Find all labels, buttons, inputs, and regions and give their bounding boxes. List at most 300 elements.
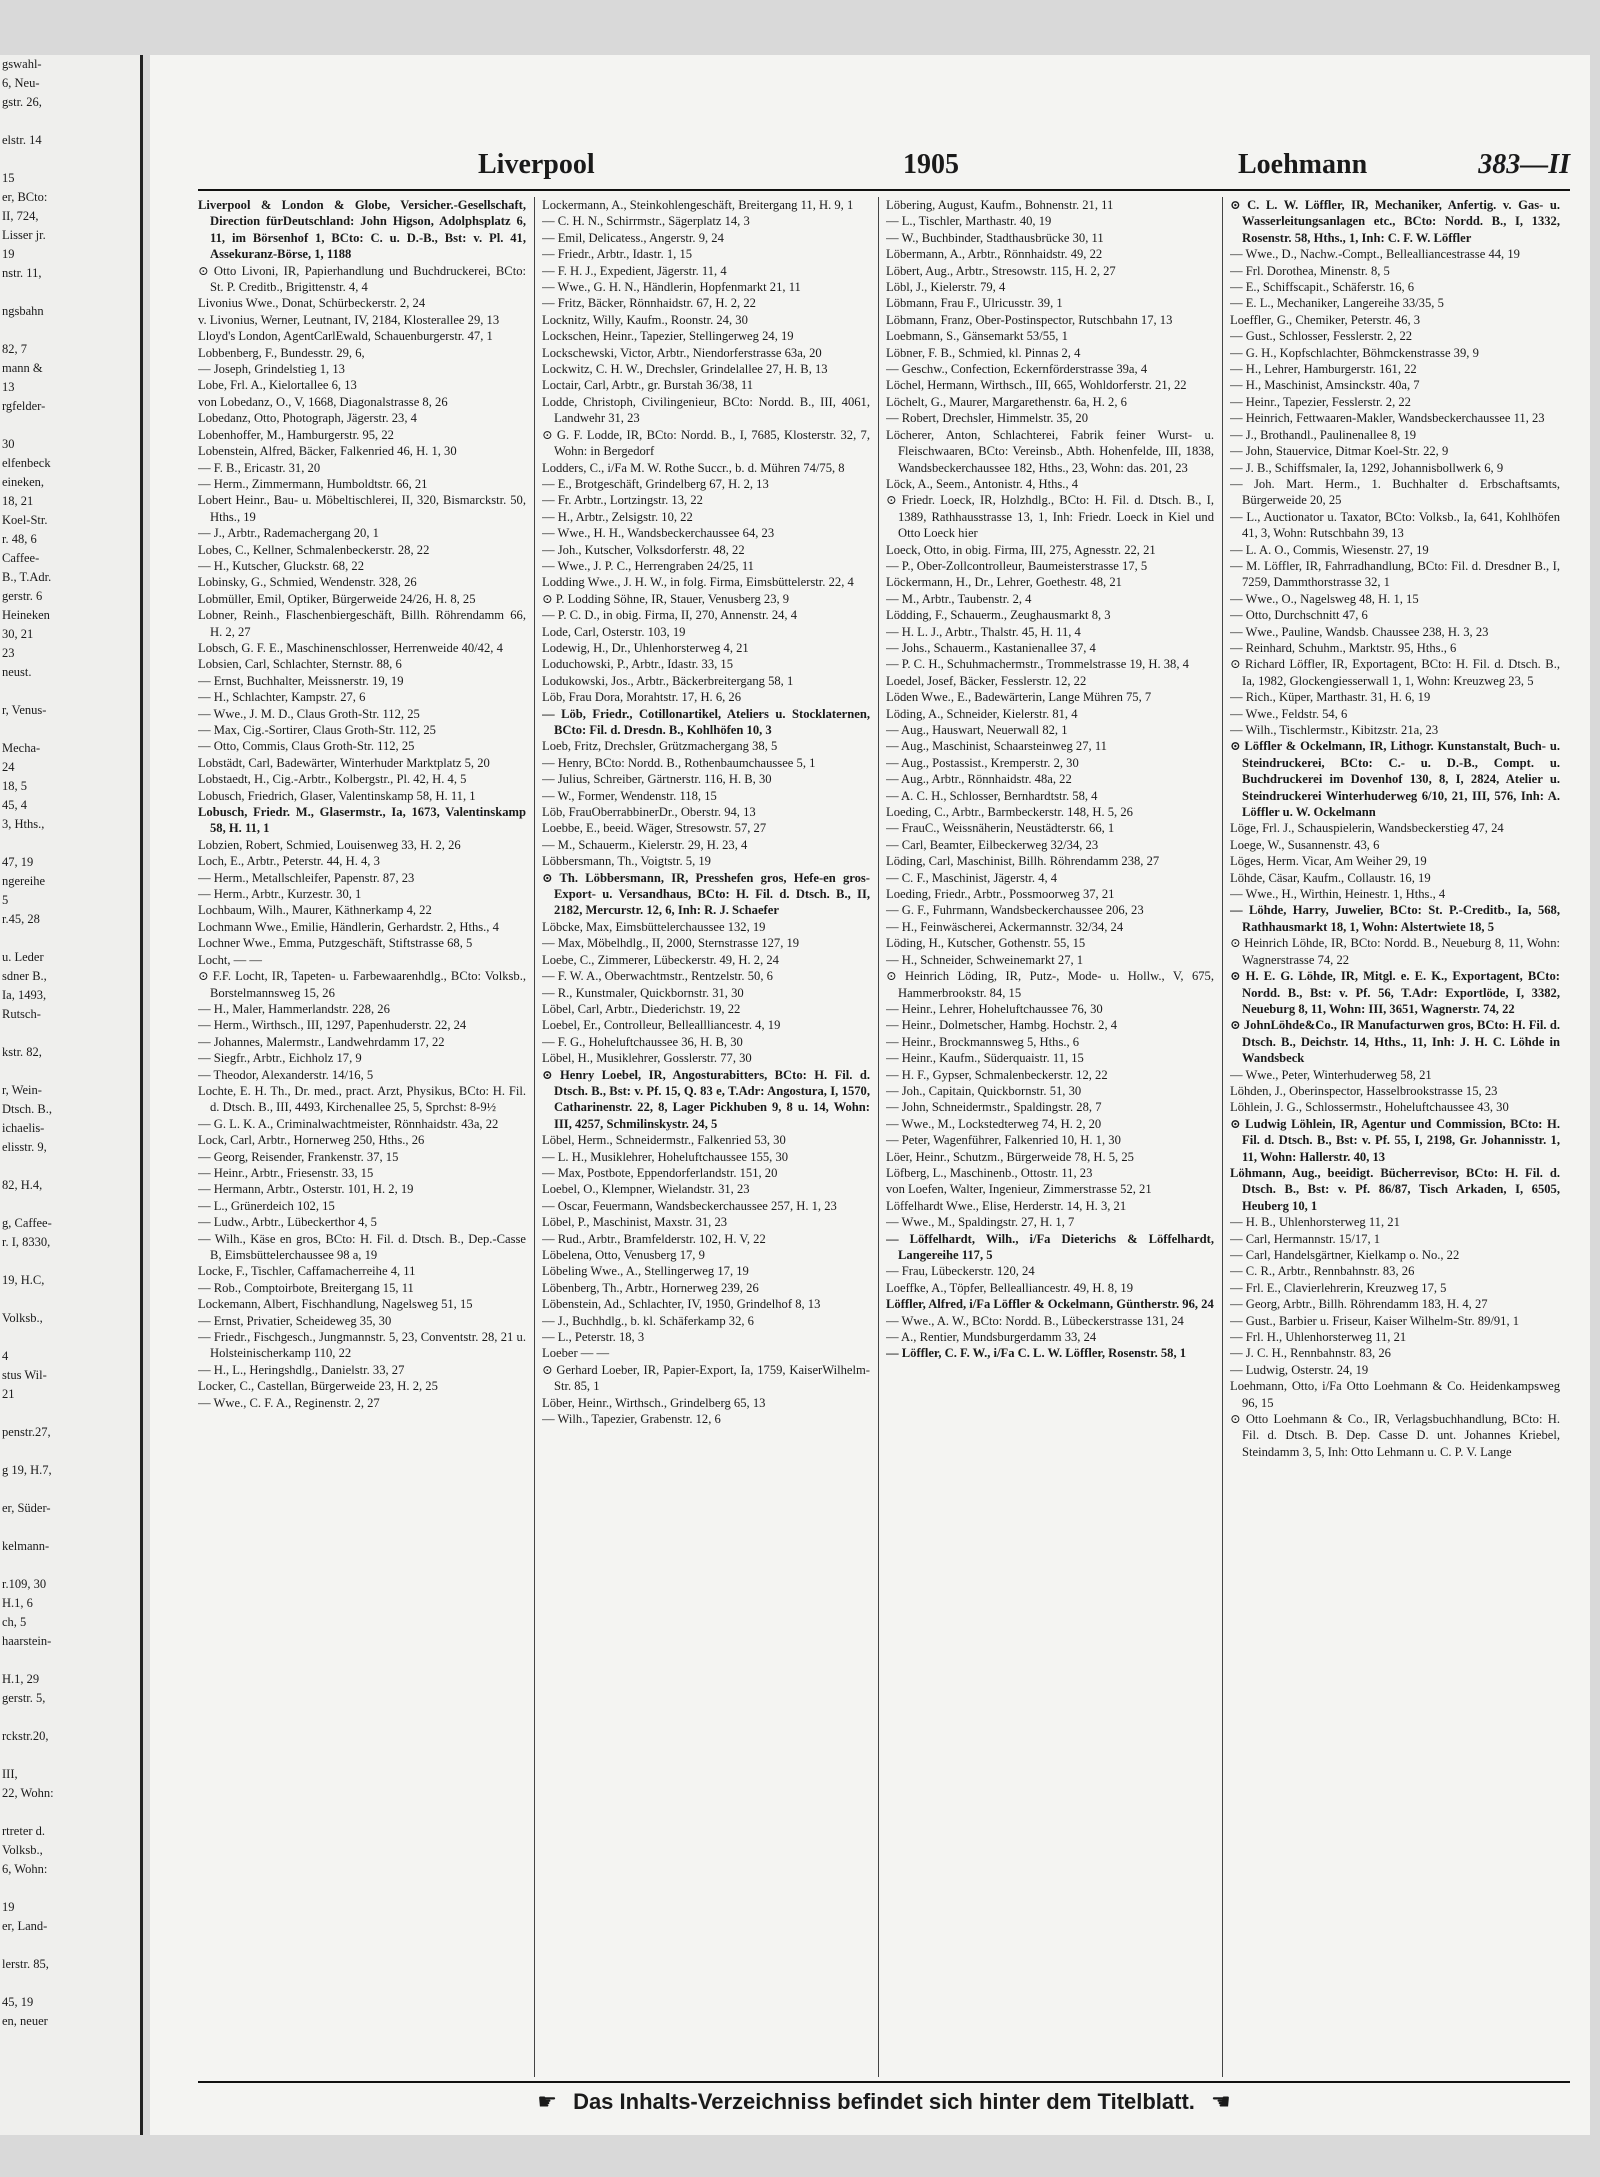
directory-entry: Löbcke, Max, Eimsbüttelerchaussee 132, 19 — [542, 919, 766, 934]
directory-entry: Lock, Carl, Arbtr., Hornerweg 250, Hths., 26 — [198, 1133, 425, 1148]
directory-entry: — H., Lehrer, Hamburgerstr. 161, 22 — [1230, 362, 1417, 377]
left-fragment-line: 82, 7 — [2, 342, 27, 356]
directory-entry: — Frau, Lübeckerstr. 120, 24 — [886, 1264, 1035, 1279]
directory-entry: — Julius, Schreiber, Gärtnerstr. 116, H. B, 30 — [542, 772, 772, 787]
directory-entry: ⊙ JohnLöhde&Co., IR Manufacturwen gros, BCto: H. Fil. d. Dtsch. B., Deichstr. 14, Hths., 11, Inh: J. H. C. Löhde in Wandsbeck — [1230, 1018, 1560, 1066]
directory-entry: ⊙ Friedr. Loeck, IR, Holzhdlg., BCto: H. Fil. d. Dtsch. B., I, 1389, Rathhausstrasse 13, 1, Inh: Friedr. Loeck in Kiel und Otto Loeck hier — [886, 493, 1214, 541]
directory-entry: Lochner Wwe., Emma, Putzgeschäft, Stiftstrasse 68, 5 — [198, 936, 473, 951]
directory-entry: — J., Arbtr., Rademachergang 20, 1 — [198, 526, 379, 541]
directory-entry: — M. Löffler, IR, Fahrradhandlung, BCto: Fil. d. Dresdner B., I, 7259, Dammthorstrasse 32, 1 — [1230, 558, 1560, 590]
directory-entry: Locker, C., Castellan, Bürgerweide 23, H. 2, 25 — [198, 1379, 438, 1394]
directory-entry: — G. H., Kopfschlachter, Böhmckenstrasse 39, 9 — [1230, 345, 1479, 360]
directory-entry: Löbermann, A., Arbtr., Rönnhaidstr. 49, 22 — [886, 247, 1103, 262]
left-fragment-line — [0, 321, 140, 340]
directory-entry: — Herm., Zimmermann, Humboldtstr. 66, 21 — [198, 476, 428, 491]
directory-entry: — FrauC., Weissnäherin, Neustädterstr. 66, 1 — [886, 821, 1115, 836]
left-fragment-line: 6, Wohn: — [2, 1862, 48, 1876]
directory-entry: — John, Schneidermstr., Spaldingstr. 28, 7 — [886, 1100, 1102, 1115]
directory-entry: Loduchowski, P., Arbtr., Idastr. 33, 15 — [542, 657, 734, 672]
directory-entry: — Max, Postbote, Eppendorferlandstr. 151, 20 — [542, 1165, 778, 1180]
left-fragment-line: Dtsch. B., — [2, 1102, 52, 1116]
directory-entry: — Heinr., Dolmetscher, Hambg. Hochstr. 2, 4 — [886, 1018, 1118, 1033]
left-fragment-line: Heineken — [2, 608, 50, 622]
directory-entry: ⊙ Otto Loehmann & Co., IR, Verlagsbuchhandlung, BCto: H. Fil. d. Dtsch. B. Dep. Casse D. unt. Johannes Kriebel, Steindamm 3, 5, Inh: Otto Lehmann u. C. P. V. Lange — [1230, 1412, 1560, 1459]
left-fragment-line: neust. — [2, 665, 32, 679]
column-rule — [878, 197, 879, 2077]
directory-entry: — G. F., Fuhrmann, Wandsbeckerchaussee 206, 23 — [886, 903, 1144, 918]
left-fragment-line: 19 — [2, 247, 15, 261]
directory-entry: — H. B., Uhlenhorsterweg 11, 21 — [1230, 1215, 1400, 1230]
directory-entry: — H., L., Heringshdlg., Danielstr. 33, 27 — [198, 1362, 405, 1377]
directory-entry: — Gust., Schlosser, Fesslerstr. 2, 22 — [1230, 329, 1413, 344]
left-fragment-line: 24 — [2, 760, 15, 774]
directory-entry: — Aug., Maschinist, Schaarsteinweg 27, 11 — [886, 739, 1107, 754]
directory-entry: — Ernst, Buchhalter, Meissnerstr. 19, 19 — [198, 673, 404, 688]
directory-entry: Löding, Carl, Maschinist, Billh. Röhrendamm 238, 27 — [886, 854, 1160, 869]
directory-entry: — Joseph, Grindelstieg 1, 13 — [198, 362, 345, 377]
pointing-hand-icon: ☚ — [1211, 2089, 1231, 2114]
directory-entry: Lodewig, H., Dr., Uhlenhorsterweg 4, 21 — [542, 640, 749, 655]
directory-entry: Loege, W., Susannenstr. 43, 6 — [1230, 837, 1380, 852]
directory-entry: — Heinr., Lehrer, Hoheluftchaussee 76, 30 — [886, 1001, 1103, 1016]
directory-entry: — Peter, Wagenführer, Falkenried 10, H. 1, 30 — [886, 1133, 1121, 1148]
left-fragment-line — [0, 1879, 140, 1898]
left-fragment-line — [0, 1936, 140, 1955]
directory-entry: Lobbenberg, F., Bundesstr. 29, 6, — [198, 345, 365, 360]
directory-entry: — H., Schneider, Schweinemarkt 27, 1 — [886, 952, 1084, 967]
directory-entry: — A. C. H., Schlosser, Bernhardtstr. 58, 4 — [886, 788, 1098, 803]
directory-entry: — Wwe., H., Wirthin, Heinestr. 1, Hths., 4 — [1230, 887, 1446, 902]
left-fragment-line: r.45, 28 — [2, 912, 40, 926]
left-fragment-line: kstr. 82, — [2, 1045, 42, 1059]
directory-entry: — Wwe., Peter, Winterhuderweg 58, 21 — [1230, 1067, 1432, 1082]
directory-entry: Loctair, Carl, Arbtr., gr. Burstah 36/38, 11 — [542, 378, 753, 393]
left-fragment-line — [0, 1157, 140, 1176]
left-fragment-line — [0, 1480, 140, 1499]
directory-entry: — Heinr., Kaufm., Süderquaistr. 11, 15 — [886, 1051, 1084, 1066]
left-fragment-line: 15 — [2, 171, 15, 185]
directory-entry: Lobstädt, Carl, Badewärter, Winterhuder Marktplatz 5, 20 — [198, 755, 490, 770]
page-number: 383—II — [1478, 149, 1570, 180]
left-fragment-line: Ia, 1493, — [2, 988, 47, 1002]
directory-entry: — Wwe., D., Nachw.-Compt., Bellealliancestrasse 44, 19 — [1230, 247, 1520, 262]
directory-entry: — Aug., Postassist., Kremperstr. 2, 30 — [886, 755, 1079, 770]
left-fragment-line — [0, 1556, 140, 1575]
left-fragment-line: er, Land- — [2, 1919, 48, 1933]
directory-entry: Löbenberg, Th., Arbtr., Hornerweg 239, 26 — [542, 1280, 759, 1295]
left-fragment-line: 82, H.4, — [2, 1178, 43, 1192]
directory-entry: — L., Tischler, Marthastr. 40, 19 — [886, 214, 1052, 229]
directory-entry: Löber, Heinr., Wirthsch., Grindelberg 65, 13 — [542, 1395, 766, 1410]
directory-entry: v. Livonius, Werner, Leutnant, IV, 2184, Klosterallee 29, 13 — [198, 312, 500, 327]
directory-entry: — Georg, Arbtr., Billh. Röhrendamm 183, H. 4, 27 — [1230, 1297, 1488, 1312]
directory-entry: — L. H., Musiklehrer, Hoheluftchaussee 155, 30 — [542, 1149, 789, 1164]
left-fragment-line — [0, 1062, 140, 1081]
directory-entry: — Fr. Arbtr., Lortzingstr. 13, 22 — [542, 493, 703, 508]
directory-entry: — Frl. H., Uhlenhorsterweg 11, 21 — [1230, 1330, 1407, 1345]
left-fragment-line: gerstr. 6 — [2, 589, 43, 603]
directory-entry: — Siegfr., Arbtr., Eichholz 17, 9 — [198, 1051, 362, 1066]
directory-entry: — Henry, BCto: Nordd. B., Rothenbaumchaussee 5, 1 — [542, 755, 816, 770]
directory-entry: Lobert Heinr., Bau- u. Möbeltischlerei, II, 320, Bismarckstr. 50, Hths., 19 — [198, 493, 526, 524]
directory-entry: — Theodor, Alexanderstr. 14/16, 5 — [198, 1067, 374, 1082]
left-fragment-line: rckstr.20, — [2, 1729, 49, 1743]
directory-entry: Loedel, Josef, Bäcker, Fesslerstr. 12, 22 — [886, 673, 1087, 688]
left-fragment-line: r, Wein- — [2, 1083, 42, 1097]
left-fragment-line: nstr. 11, — [2, 266, 42, 280]
left-fragment-line: 18, 21 — [2, 494, 34, 508]
directory-entry: ⊙ C. L. W. Löffler, IR, Mechaniker, Anfertig. v. Gas- u. Wasserleitungsanlagen etc., BCto: Nordd. B., I, 1332, Rosenstr. 58, Hths., 1, Inh: C. F. W. Löffler — [1230, 198, 1560, 245]
directory-entry: ⊙ Henry Loebel, IR, Angosturabitters, BCto: H. Fil. d. Dtsch. B., Bst: v. Pf. 15, Q. 83 e, T.Adr: Angostura, I, 1570, Catharinenstr. 22, 8, Lager Pickhuben 9, 8 u. 14, Wohn: III, 4257, Schmilinskystr. 24, 5 — [542, 1067, 870, 1131]
left-fragment-line: er, BCto: — [2, 190, 48, 204]
directory-entry: — Johannes, Malermstr., Landwehrdamm 17, 22 — [198, 1034, 445, 1049]
directory-entry: Locknitz, Willy, Kaufm., Roonstr. 24, 30 — [542, 312, 748, 327]
left-fragment-line: gswahl- — [2, 57, 42, 71]
directory-entry: Löbel, H., Musiklehrer, Gosslerstr. 77, 30 — [542, 1051, 752, 1066]
directory-entry: — L., Grünerdeich 102, 15 — [198, 1198, 335, 1213]
directory-entry: Lodukowski, Jos., Arbtr., Bäckerbreitergang 58, 1 — [542, 673, 794, 688]
directory-entry: — F. W. A., Oberwachtmstr., Rentzelstr. 50, 6 — [542, 969, 773, 984]
directory-entry: Loebel, O., Klempner, Wielandstr. 31, 23 — [542, 1182, 750, 1197]
left-fragment-line: 45, 4 — [2, 798, 27, 812]
directory-entry: Loehmann, Otto, i/Fa Otto Loehmann & Co. Heidenkampsweg 96, 15 — [1230, 1379, 1560, 1410]
directory-entry: Lobsch, G. F. E., Maschinenschlosser, Herrenweide 40/42, 4 — [198, 640, 503, 655]
directory-entry: Löding, H., Kutscher, Gothenstr. 55, 15 — [886, 936, 1086, 951]
left-fragment-line: Volksb., — [2, 1311, 43, 1325]
directory-entry: Lockemann, Albert, Fischhandlung, Nagelsweg 51, 15 — [198, 1297, 473, 1312]
directory-entry: — E., Brotgeschäft, Grindelberg 67, H. 2, 13 — [542, 476, 769, 491]
directory-entry: Löb, FrauOberrabbinerDr., Oberstr. 94, 13 — [542, 805, 756, 820]
directory-entry: Löfberg, L., Maschinenb., Ottostr. 11, 23 — [886, 1165, 1093, 1180]
directory-entry: ⊙ Löffler & Ockelmann, IR, Lithogr. Kunstanstalt, Buch- u. Steindruckerei, BCto: C.- u. D.-B., Compt. u. Buchdruckerei im Dovenhof 130, 8, I, 2824, Atelier u. Steindruckerei Winterhuderweg 6/10, 21, III, 576, Inh: A. Löffler u. W. Ockelmann — [1230, 739, 1560, 820]
directory-entry: Locke, F., Tischler, Caffamacherreihe 4, 11 — [198, 1264, 416, 1279]
left-fragment-line — [0, 112, 140, 131]
directory-entry: — Aug., Hauswart, Neuerwall 82, 1 — [886, 723, 1068, 737]
left-fragment-line: 45, 19 — [2, 1995, 34, 2009]
directory-entry: — Georg, Reisender, Frankenstr. 37, 15 — [198, 1149, 399, 1164]
directory-entry: Loeffke, A., Töpfer, Bellealliancestr. 49, H. 8, 19 — [886, 1280, 1133, 1295]
directory-entry: — Löhde, Harry, Juwelier, BCto: St. P.-Creditb., Ia, 568, Rathhausmarkt 18, 1, Wohn: Alstertwiete 18, 5 — [1230, 903, 1560, 934]
directory-entry: Loebel, Er., Controlleur, Belleallliancestr. 4, 19 — [542, 1018, 781, 1033]
left-fragment-line: Koel-Str. — [2, 513, 48, 527]
directory-entry: — Wwe., Feldstr. 54, 6 — [1230, 706, 1348, 721]
directory-entry: — Carl, Hermannstr. 15/17, 1 — [1230, 1231, 1381, 1246]
directory-entry: Lode, Carl, Osterstr. 103, 19 — [542, 624, 686, 639]
directory-entry: Lobes, C., Kellner, Schmalenbeckerstr. 28, 22 — [198, 542, 430, 557]
directory-entry: — J., Buchhdlg., b. kl. Schäferkamp 32, 6 — [542, 1313, 754, 1328]
left-fragment-line: 23 — [2, 646, 15, 660]
directory-entry: — Oscar, Feuermann, Wandsbeckerchaussee 257, H. 1, 23 — [542, 1198, 837, 1213]
directory-entry: von Loefen, Walter, Ingenieur, Zimmerstrasse 52, 21 — [886, 1182, 1152, 1197]
directory-entry: Löbl, J., Kielerstr. 79, 4 — [886, 280, 1006, 295]
left-fragment-line: 19 — [2, 1900, 15, 1914]
directory-entry: — Heinrich, Fettwaaren-Makler, Wandsbeckerchaussee 11, 23 — [1230, 411, 1545, 426]
left-fragment-line: 47, 19 — [2, 855, 34, 869]
directory-entry: — C. F., Maschinist, Jägerstr. 4, 4 — [886, 870, 1058, 885]
directory-entry: — H., Maschinist, Amsinckstr. 40a, 7 — [1230, 378, 1420, 393]
directory-entry: ⊙ Heinrich Löhde, IR, BCto: Nordd. B., Neueburg 8, 11, Wohn: Wagnerstrasse 74, 22 — [1230, 936, 1560, 967]
directory-entry: Löbel, P., Maschinist, Maxstr. 31, 23 — [542, 1215, 728, 1230]
left-fragment-line — [0, 1195, 140, 1214]
directory-entry: — C. H. N., Schirrmstr., Sägerplatz 14, 3 — [542, 214, 750, 229]
column-rule — [534, 197, 535, 2077]
directory-entry: ⊙ H. E. G. Löhde, IR, Mitgl. e. E. K., Exportagent, BCto: Nordd. B., Bst: v. Pf. 56, T.Adr: Exportlöde, I, 3382, Neueburg 8, 11, Wohn: III, 3651, Wagnerstr. 74, 22 — [1230, 969, 1560, 1016]
footer-text: Das Inhalts-Verzeichniss befindet sich hinter dem Titelblatt. — [573, 2089, 1195, 2114]
directory-entry: — Carl, Handelsgärtner, Kielkamp o. No., 22 — [1230, 1248, 1460, 1262]
left-fragment-line: 18, 5 — [2, 779, 27, 793]
directory-entry: Löge, Frl. J., Schauspielerin, Wandsbeckerstieg 47, 24 — [1230, 821, 1504, 836]
left-fragment-line: gerstr. 5, — [2, 1691, 46, 1705]
directory-entry: — Wwe., J. M. D., Claus Groth-Str. 112, 25 — [198, 706, 420, 721]
directory-entry: Löbel, Herm., Schneidermstr., Falkenried 53, 30 — [542, 1133, 786, 1148]
directory-entry: Lobzien, Robert, Schmied, Louisenweg 33, H. 2, 26 — [198, 837, 461, 852]
directory-entry: Loeb, Fritz, Drechsler, Grützmachergang 38, 5 — [542, 739, 778, 754]
directory-entry: Loebbe, E., beeid. Wäger, Stresowstr. 57, 27 — [542, 821, 767, 836]
left-fragment-line: 30, 21 — [2, 627, 34, 641]
directory-entry: — Wilh., Tapezier, Grabenstr. 12, 6 — [542, 1412, 721, 1427]
left-fragment-line: 22, Wohn: — [2, 1786, 54, 1800]
directory-entry: — Joh., Capitain, Quickbornstr. 51, 30 — [886, 1083, 1082, 1098]
left-fragment-line: r, Venus- — [2, 703, 47, 717]
left-fragment-line — [0, 1803, 140, 1822]
directory-entry: Löcherer, Anton, Schlachterei, Fabrik feiner Wurst- u. Fleischwaaren, BCto: Vereinsb., Abth. Hohenfelde, III, 1838, Wandsbeckerchaussee 182, Hths., 23, Wohn: das. 201, 23 — [886, 427, 1214, 475]
directory-entry: Löffler, Alfred, i/Fa Löffler & Ockelmann, Güntherstr. 96, 24 — [886, 1297, 1214, 1312]
directory-entry: — P. C. H., Schuhmachermstr., Trommelstrasse 19, H. 38, 4 — [886, 657, 1189, 672]
left-fragment-line — [0, 283, 140, 302]
directory-entry: Lobe, Frl. A., Kielortallee 6, 13 — [198, 378, 357, 393]
directory-entry: — Löb, Friedr., Cotillonartikel, Ateliers u. Stocklaternen, BCto: Fil. d. Dresdn. B., Kohlhöfen 10, 3 — [542, 706, 870, 737]
left-fragment-line — [0, 416, 140, 435]
left-fragment-line: 4 — [2, 1349, 9, 1363]
directory-entry: — L. A. O., Commis, Wiesenstr. 27, 19 — [1230, 542, 1429, 557]
directory-entry: — Löffler, C. F. W., i/Fa C. L. W. Löffler, Rosenstr. 58, 1 — [886, 1346, 1187, 1361]
directory-entry: Loebmann, S., Gänsemarkt 53/55, 1 — [886, 329, 1068, 344]
directory-entry: Loeber — — — [542, 1346, 610, 1361]
directory-entry: Löbert, Aug., Arbtr., Stresowstr. 115, H. 2, 27 — [886, 263, 1116, 278]
left-fragment-line: haarstein- — [2, 1634, 52, 1648]
left-fragment-line — [0, 1404, 140, 1423]
directory-entry: Lobmüller, Emil, Optiker, Bürgerweide 24/26, H. 8, 25 — [198, 591, 476, 606]
directory-entry: — Robert, Drechsler, Himmelstr. 35, 20 — [886, 411, 1089, 426]
directory-entry: — H., Maler, Hammerlandstr. 228, 26 — [198, 1001, 390, 1016]
left-fragment-line: u. Leder — [2, 950, 44, 964]
directory-entry: Loebe, C., Zimmerer, Lübeckerstr. 49, H. 2, 24 — [542, 952, 779, 967]
directory-entry: — Wwe., Pauline, Wandsb. Chaussee 238, H. 3, 23 — [1230, 624, 1489, 639]
directory-entry: — A., Rentier, Mundsburgerdamm 33, 24 — [886, 1330, 1097, 1345]
directory-entry: ⊙ Gerhard Loeber, IR, Papier-Export, Ia, 1759, KaiserWilhelm-Str. 85, 1 — [542, 1362, 870, 1394]
directory-entry: — Wwe., J. P. C., Herrengraben 24/25, 11 — [542, 558, 754, 573]
directory-entry: — John, Stauervice, Ditmar Koel-Str. 22, 9 — [1230, 444, 1449, 459]
directory-entry: ⊙ Richard Löffler, IR, Exportagent, BCto: H. Fil. d. Dtsch. B., Ia, 1982, Glockengiesserwall 1, 1, Wohn: Kreuzweg 23, 5 — [1230, 657, 1560, 688]
directory-entry: — Otto, Durchschnitt 47, 6 — [1230, 608, 1368, 623]
left-fragment-line: elfenbeck — [2, 456, 51, 470]
left-fragment-line — [0, 150, 140, 169]
left-fragment-line: r.109, 30 — [2, 1577, 47, 1591]
left-fragment-line: III, — [2, 1767, 18, 1781]
directory-entry: — H., Arbtr., Zelsigstr. 10, 22 — [542, 509, 693, 524]
left-fragment-line — [0, 929, 140, 948]
header-left-word: Liverpool — [478, 149, 595, 180]
column-1 — [198, 197, 526, 2077]
left-fragment-line — [0, 1328, 140, 1347]
left-fragment-line: Mecha- — [2, 741, 41, 755]
directory-entry: — F. B., Ericastr. 31, 20 — [198, 460, 321, 475]
directory-entry: — Wwe., H. H., Wandsbeckerchaussee 64, 23 — [542, 526, 775, 541]
directory-entry: — H. L. J., Arbtr., Thalstr. 45, H. 11, 4 — [886, 624, 1081, 639]
directory-entry: Lobenstein, Alfred, Bäcker, Falkenried 46, H. 1, 30 — [198, 444, 457, 459]
directory-entry: Löbenstein, Ad., Schlachter, IV, 1950, Grindelhof 8, 13 — [542, 1297, 821, 1312]
directory-entry: Lockschewski, Victor, Arbtr., Niendorferstrasse 63a, 20 — [542, 345, 822, 360]
directory-entry: — F. G., Hoheluftchaussee 36, H. B, 30 — [542, 1034, 743, 1049]
left-fragment-line — [0, 1290, 140, 1309]
directory-entry: — L., Peterstr. 18, 3 — [542, 1330, 645, 1345]
left-fragment-line: r. I, 8330, — [2, 1235, 51, 1249]
directory-entry: — M., Arbtr., Taubenstr. 2, 4 — [886, 591, 1032, 606]
left-fragment-line: H.1, 6 — [2, 1596, 33, 1610]
directory-entry: — Ludw., Arbtr., Lübeckerthor 4, 5 — [198, 1215, 377, 1230]
directory-entry: — Frl. Dorothea, Minenstr. 8, 5 — [1230, 263, 1390, 278]
directory-entry: — W., Buchbinder, Stadthausbrücke 30, 11 — [886, 230, 1104, 245]
directory-entry: — Joh. Mart. Herm., 1. Buchhalter d. Erbschaftsamts, Bürgerweide 20, 25 — [1230, 476, 1560, 508]
left-fragment-line: ngsbahn — [2, 304, 44, 318]
directory-entry: — Heinr., Arbtr., Friesenstr. 33, 15 — [198, 1165, 374, 1180]
directory-entry: — Carl, Beamter, Eilbeckerweg 32/34, 23 — [886, 837, 1099, 852]
directory-entry: Löer, Heinr., Schutzm., Bürgerweide 78, H. 5, 25 — [886, 1149, 1134, 1164]
directory-entry: Löhde, Cäsar, Kaufm., Collaustr. 16, 19 — [1230, 870, 1431, 885]
directory-entry: Lockwitz, C. H. W., Drechsler, Grindelallee 27, H. B, 13 — [542, 362, 828, 377]
directory-entry: Loch, E., Arbtr., Peterstr. 44, H. 4, 3 — [198, 854, 380, 869]
left-fragment-line: en, neuer — [2, 2014, 48, 2028]
directory-entry: — P. C. D., in obig. Firma, II, 270, Annenstr. 24, 4 — [542, 608, 798, 623]
directory-entry: Löbmann, Franz, Ober-Postinspector, Rutschbahn 17, 13 — [886, 312, 1173, 327]
directory-entry: — Wwe., M., Lockstedterweg 74, H. 2, 20 — [886, 1116, 1102, 1131]
left-fragment-line — [0, 1708, 140, 1727]
directory-entry: Löding, A., Schneider, Kielerstr. 81, 4 — [886, 706, 1078, 721]
left-fragment-line: gstr. 26, — [2, 95, 42, 109]
directory-entry: Lodde, Christoph, Civilingenieur, BCto: Nordd. B., III, 4061, Landwehr 31, 23 — [542, 394, 870, 426]
column-4 — [1230, 197, 1560, 2077]
left-fragment-list — [0, 55, 140, 2031]
directory-page — [150, 55, 1590, 2135]
directory-entry: — Otto, Commis, Claus Groth-Str. 112, 25 — [198, 739, 415, 754]
left-fragment-line — [0, 720, 140, 739]
directory-entry: — Herm., Metallschleifer, Papenstr. 87, 23 — [198, 870, 415, 885]
entry-columns — [198, 197, 1570, 2077]
left-fragment-line — [0, 1746, 140, 1765]
directory-entry: — Aug., Arbtr., Rönnhaidstr. 48a, 22 — [886, 772, 1072, 787]
directory-entry: Löbeling Wwe., A., Stellingerweg 17, 19 — [542, 1264, 749, 1279]
left-fragment-line: 3, Hths., — [2, 817, 45, 831]
directory-entry: Lobedanz, Otto, Photograph, Jägerstr. 23, 4 — [198, 411, 417, 426]
left-fragment-line: 13 — [2, 380, 15, 394]
directory-entry: — Wwe., O., Nagelsweg 48, H. 1, 15 — [1230, 591, 1419, 606]
directory-entry: Lochmann Wwe., Emilie, Händlerin, Gerhardstr. 2, Hths., 4 — [198, 919, 499, 934]
left-fragment-line — [0, 1442, 140, 1461]
directory-entry: — Wwe., M., Spaldingstr. 27, H. 1, 7 — [886, 1215, 1075, 1230]
directory-entry: — Frl. E., Clavierlehrerin, Kreuzweg 17, 5 — [1230, 1280, 1447, 1295]
directory-entry: Löffelhardt Wwe., Elise, Herderstr. 14, H. 3, 21 — [886, 1198, 1127, 1213]
directory-entry: — Wwe., A. W., BCto: Nordd. B., Lübeckerstrasse 131, 24 — [886, 1313, 1184, 1328]
left-fragment-line: mann & — [2, 361, 43, 375]
left-fragment-line: II, 724, — [2, 209, 39, 223]
directory-entry: Lochbaum, Wilh., Maurer, Käthnerkamp 4, 22 — [198, 903, 432, 918]
left-fragment-line: B., T.Adr. — [2, 570, 52, 584]
directory-entry: Löbner, F. B., Schmied, kl. Pinnas 2, 4 — [886, 345, 1081, 360]
directory-entry: Lodders, C., i/Fa M. W. Rothe Succr., b. d. Mühren 74/75, 8 — [542, 460, 845, 475]
directory-entry: Lobusch, Friedr. M., Glasermstr., Ia, 1673, Valentinskamp 58, H. 11, 1 — [198, 805, 526, 836]
directory-entry: — E. L., Mechaniker, Langereihe 33/35, 5 — [1230, 296, 1444, 311]
directory-entry: — Wwe., G. H. N., Händlerin, Hopfenmarkt 21, 11 — [542, 280, 801, 295]
left-fragment-line: lerstr. 85, — [2, 1957, 49, 1971]
directory-entry: — J. C. H., Rennbahnstr. 83, 26 — [1230, 1346, 1391, 1361]
directory-entry: — H. F., Gypser, Schmalenbeckerstr. 12, 22 — [886, 1067, 1108, 1082]
directory-entry: Löges, Herm. Vicar, Am Weiher 29, 19 — [1230, 854, 1427, 869]
directory-entry: — Heinr., Brockmannsweg 5, Hths., 6 — [886, 1034, 1080, 1049]
directory-entry: — R., Kunstmaler, Quickbornstr. 31, 30 — [542, 985, 744, 1000]
directory-entry: — Herm., Wirthsch., III, 1297, Papenhuderstr. 22, 24 — [198, 1018, 467, 1033]
directory-entry: Lodding Wwe., J. H. W., in folg. Firma, Eimsbüttelerstr. 22, 4 — [542, 575, 854, 590]
left-fragment-line: ngereihe — [2, 874, 46, 888]
left-fragment-line: 6, Neu- — [2, 76, 40, 90]
directory-entry: — Wilh., Käse en gros, BCto: H. Fil. d. Dtsch. B., Dep.-Casse B, Eimsbüttelerchaussee 98 a, 19 — [198, 1231, 526, 1262]
directory-entry: Lobner, Reinh., Flaschenbiergeschäft, Billh. Röhrendamm 66, H. 2, 27 — [198, 608, 526, 639]
directory-entry: — L., Auctionator u. Taxator, BCto: Volksb., Ia, 641, Kohlhöfen 41, 3, Wohn: Rutschbahn 39, 13 — [1230, 509, 1560, 541]
pointing-hand-icon: ☛ — [537, 2089, 557, 2114]
left-fragment-line: H.1, 29 — [2, 1672, 40, 1686]
directory-entry: Löbelena, Otto, Venusberg 17, 9 — [542, 1248, 705, 1262]
left-fragment-line: rgfelder- — [2, 399, 46, 413]
left-fragment-line — [0, 682, 140, 701]
directory-entry: Lochte, E. H. Th., Dr. med., pract. Arzt, Physikus, BCto: H. Fil. d. Dtsch. B., III, 4493, Kirchenallee 25, 5, Sprchst: 8-9½ — [198, 1083, 526, 1115]
directory-entry: Lödding, F., Schauerm., Zeughausmarkt 8, 3 — [886, 608, 1111, 623]
directory-entry: — Löffelhardt, Wilh., i/Fa Dieterichs & Löffelhardt, Langereihe 117, 5 — [886, 1231, 1214, 1262]
directory-entry: Löckermann, H., Dr., Lehrer, Goethestr. 48, 21 — [886, 575, 1122, 590]
directory-entry: Löbel, Carl, Arbtr., Diederichstr. 19, 22 — [542, 1001, 741, 1016]
left-fragment-line: penstr.27, — [2, 1425, 51, 1439]
directory-entry: Löhden, J., Oberinspector, Hasselbrookstrasse 15, 23 — [1230, 1083, 1498, 1098]
left-fragment-line: 30 — [2, 437, 15, 451]
directory-entry: — Johs., Schauerm., Kastanienallee 37, 4 — [886, 640, 1096, 655]
left-fragment-line: sdner B., — [2, 969, 47, 983]
left-fragment-line — [0, 1651, 140, 1670]
left-fragment-line: er, Süder- — [2, 1501, 51, 1515]
directory-entry: ⊙ F.F. Locht, IR, Tapeten- u. Farbewaarenhdlg., BCto: Volksb., Borstelmannsweg 15, 26 — [198, 969, 526, 1000]
directory-entry: Löck, A., Seem., Antonistr. 4, Hths., 4 — [886, 476, 1079, 491]
left-fragment-line — [0, 1024, 140, 1043]
directory-entry: Löchel, Hermann, Wirthsch., III, 665, Wohldorferstr. 21, 22 — [886, 378, 1187, 393]
left-fragment-line: Lisser jr. — [2, 228, 46, 242]
directory-entry: Löhlein, J. G., Schlossermstr., Hoheluftchaussee 43, 30 — [1230, 1100, 1509, 1115]
left-fragment-line: ch, 5 — [2, 1615, 27, 1629]
left-fragment-line: eineken, — [2, 475, 44, 489]
left-fragment-line: 19, H.C, — [2, 1273, 45, 1287]
left-fragment-line: r. 48, 6 — [2, 532, 37, 546]
header-right-word: Loehmann — [1238, 149, 1368, 180]
directory-entry: von Lobedanz, O., V, 1668, Diagonalstrasse 8, 26 — [198, 394, 448, 409]
directory-entry: Löbering, August, Kaufm., Bohnenstr. 21, 11 — [886, 198, 1114, 212]
directory-entry: — J. B., Schiffsmaler, Ia, 1292, Johannisbollwerk 6, 9 — [1230, 460, 1504, 475]
directory-entry: — Fritz, Bäcker, Rönnhaidstr. 67, H. 2, 22 — [542, 296, 756, 311]
left-fragment-line: Caffee- — [2, 551, 40, 565]
directory-entry: Lobusch, Friedrich, Glaser, Valentinskamp 58, H. 11, 1 — [198, 788, 476, 803]
directory-entry: Lobenhoffer, M., Hamburgerstr. 95, 22 — [198, 427, 394, 442]
directory-entry: — Max, Cig.-Sortirer, Claus Groth-Str. 112, 25 — [198, 723, 436, 737]
directory-entry: — G. L. K. A., Criminalwachtmeister, Rönnhaidstr. 43a, 22 — [198, 1116, 499, 1131]
left-fragment-line: 21 — [2, 1387, 15, 1401]
directory-entry: — Joh., Kutscher, Volksdorferstr. 48, 22 — [542, 542, 745, 557]
directory-entry: Livonius Wwe., Donat, Schürbeckerstr. 2, 24 — [198, 296, 426, 311]
column-rule — [1222, 197, 1223, 2077]
